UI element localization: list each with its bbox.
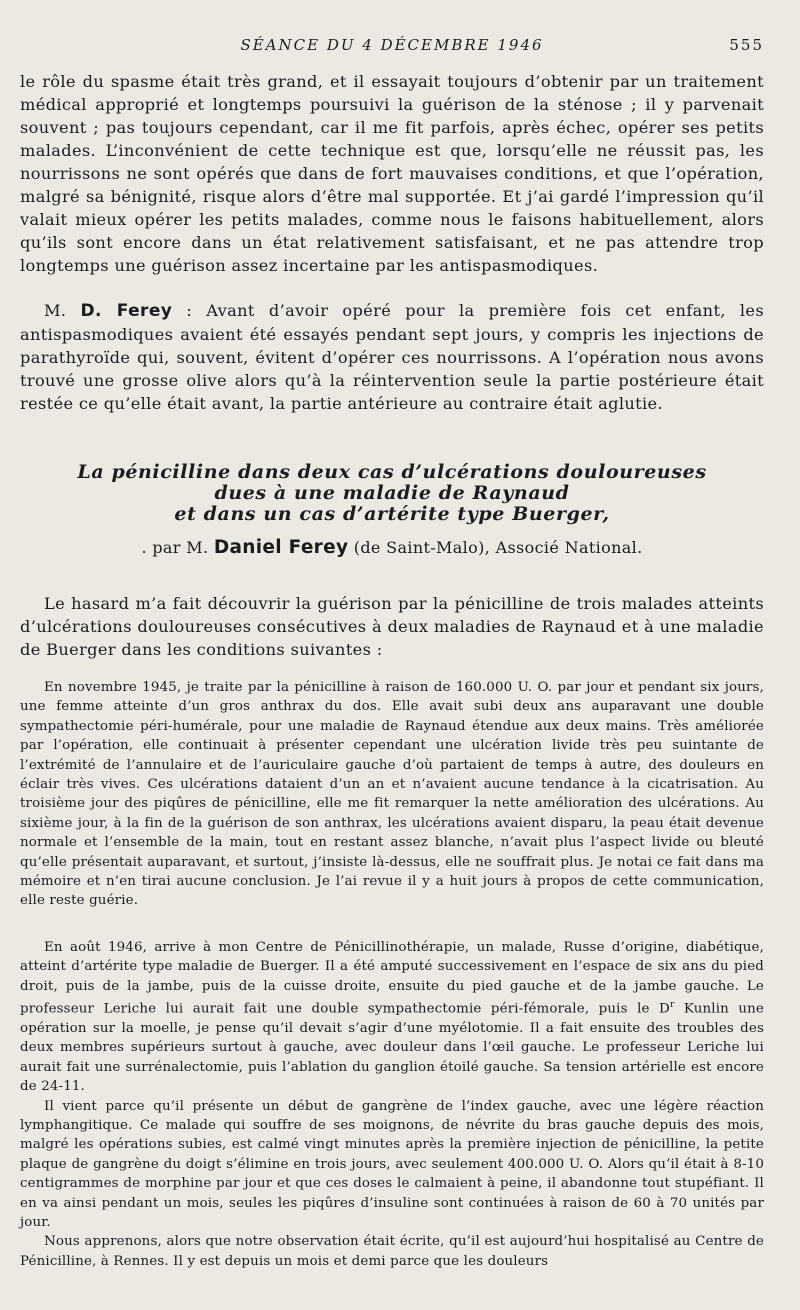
speaker-remark: : Avant d’avoir opéré pour la première fois cet enfant, les antispasmodiques avaient été essayés pendant sept jours, y compris les injections de parathyroïde qui, souvent, évitent d’opérer ces nourrissons. A l’opération nous avons trouvé une grosse olive alors qu’à la réintervention seule la partie postérieure était restée ce qu’elle était avant, la partie antérieure au contraire était aglutie. xyxy=(20,301,764,413)
case-2-paragraph-1 xyxy=(20,938,764,1097)
discussion-paragraph-ferey xyxy=(20,299,764,415)
article-title-line-2: dues à une maladie de Raynaud xyxy=(214,482,570,504)
case-2-paragraph-3: Nous apprenons, alors que notre observation était écrite, qu’il est aujourd’hui hospitalisé au Centre de Pénicilline, à Rennes. Il y est depuis un mois et demi parce que les douleurs xyxy=(20,1234,764,1269)
discussion-paragraph-continued: le rôle du spasme était très grand, et il essayait toujours d’obtenir par un traitement médical approprié et longtemps poursuivi la guérison de la sténose ; il y parvenait souvent ; pas toujours cependant, car il me fit parfois, après échec, opérer ses petits malades. L’inconvénient de cette technique est que, lorsqu’elle ne réussit pas, les nourrissons ne sont opérés que dans de fort mauvaises conditions, et que l’opération, malgré sa bénignité, risque alors d’être mal supportée. Et j’ai gardé l’impression qu’il valait mieux opérer les petits malades, comme nous le faisons habituellement, alors qu’ils sont encore dans un état relativement satisfaisant, et ne pas attendre trop longtemps une guérison assez incertaine par les antispasmodiques. xyxy=(20,72,764,275)
intro-paragraph: Le hasard m’a fait découvrir la guérison par la pénicilline de trois malades atteints d’ulcérations douloureuses consécutives à deux maladies de Raynaud et à une maladie de Buerger dans les conditions suivantes : xyxy=(20,594,764,659)
doctor-abbrev-sup: r xyxy=(669,1000,675,1011)
author-name: Daniel Ferey xyxy=(213,537,349,558)
page-content xyxy=(20,70,764,1271)
article-byline xyxy=(20,537,764,558)
article-title xyxy=(20,462,764,525)
page-number: 555 xyxy=(729,36,764,54)
running-title: SÉANCE DU 4 DÉCEMBRE 1946 xyxy=(240,36,544,54)
speaker-prefix: M. xyxy=(44,301,81,320)
case-1-paragraph: En novembre 1945, je traite par la pénicilline à raison de 160.000 U. O. par jour et pendant six jours, une femme atteinte d’un gros anthrax du dos. Elle avait subi deux ans auparavant une double sympathectomie péri-humérale, pour une maladie de Raynaud étendue aux deux mains. Très améliorée par l’opération, elle continuait à présenter cependant une ulcération livide très peu suintante de l’extrémité de l’annulaire et de l’auriculaire gauche d’où partaient de temps à autre, des douleurs en éclair très vives. Ces ulcérations dataient d’un an et n’avaient aucune tendance à la cicatrisation. Au troisième jour des piqûres de pénicilline, elle me fit remarquer la nette amélioration des ulcérations. Au sixième jour, à la fin de la guérison de son anthrax, les ulcérations avaient disparu, la peau était devenue normale et l’ensemble de la main, tout en restant assez blanche, n’avait plus l’aspect livide ou bleuté qu’elle présentait auparavant, et surtout, j’insiste là-dessus, elle ne souffrait plus. Je notai ce fait dans ma mémoire et n’en tirai aucune conclusion. Je l’ai revue il y a huit jours à propos de cette communication, elle reste guérie. xyxy=(20,680,764,909)
case-2-paragraph-2: Il vient parce qu’il présente un début de gangrène de l’index gauche, avec une légère réaction lymphangitique. Ce malade qui souffre de ses moignons, de névrite du bras gauche depuis des mois, malgré les opérations subies, est calmé vingt minutes après la première injection de pénicilline, la petite plaque de gangrène du doigt s’élimine en trois jours, avec seulement 400.000 U. O. Alors qu’il était à 8-10 centigrammes de morphine par jour et que ces doses le calmaient à peine, il abandonne tout stupéfiant. Il en va ainsi pendant un mois, seules les piqûres d’insuline sont continuées à raison de 60 à 70 unités par jour. xyxy=(20,1098,764,1231)
running-header xyxy=(20,36,764,56)
case-2-text-a: En août 1946, arrive à mon Centre de Pénicillinothérapie, un malade, Russe d’origine, diabétique, atteint d’artérite type maladie de Buerger. Il a été amputé successivement en l’espace de six ans du pied droit, puis de la jambe, puis de la cuisse droite, ensuite du pied gauche et de la jambe gauche. Le professeur Leriche lui aurait fait une double sympathectomie péri-fémorale, puis le D xyxy=(20,939,764,1017)
speaker-name: D. Ferey xyxy=(80,301,173,321)
article-title-line-3: et dans un cas d’artérite type Buerger, xyxy=(174,503,610,525)
byline-affiliation: (de Saint-Malo), Associé National. xyxy=(348,538,643,557)
byline-prefix: . par M. xyxy=(141,538,214,557)
case-2-text-b: Kunlin une opération sur la moelle, je pense qu’il devait s’agir d’une myélotomie. Il a fait ensuite des troubles des deux membres supérieurs surtout à gauche, avec douleur dans l’œil gauche. Le professeur Leriche lui aurait fait une surrénalectomie, puis l’ablation du ganglion étoilé gauche. Sa tension artérielle est encore de 24-11. xyxy=(20,1001,764,1095)
article-title-line-1: La pénicilline dans deux cas d’ulcérations douloureuses xyxy=(77,461,707,483)
